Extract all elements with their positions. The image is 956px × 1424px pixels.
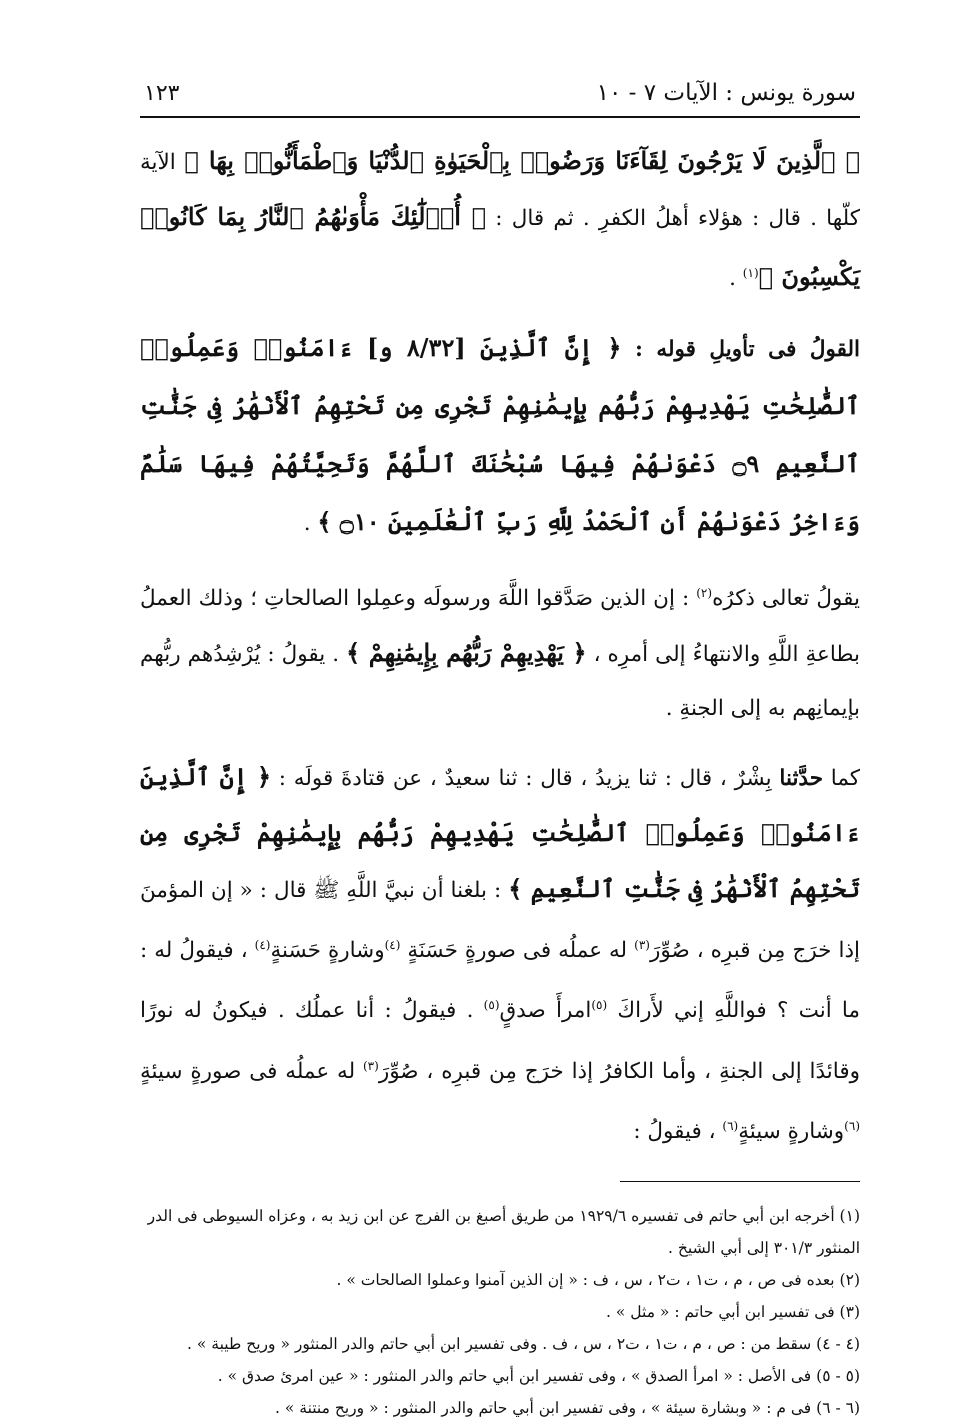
paragraph-text: امرأَ صدقٍ [499, 998, 592, 1024]
footnote-marker: (٥) [591, 998, 608, 1013]
footnote-item: (٥ - ٥) فى الأصل : « امرأ الصدق » ، وفى تفسير ابن أبي حاتم والدر المنثور : « عين امرئ صدق » . [217, 1366, 860, 1385]
footnote-marker: (١) [742, 266, 759, 280]
footnote-marker: (٣) [634, 938, 650, 953]
paragraph-text: : إن الذين صَدَّقوا اللَّهَ ورسولَه وعمِلوا الصالحاتِ ؛ وذلك العملُ بطاعةِ اللَّهِ والانتهاءُ إلى أمرِه ، [140, 586, 860, 668]
paragraph-text: له عملُه فى صورةٍ سيئةٍ [140, 1058, 363, 1084]
paragraph-text: ، فيقولُ له : ما أنت ؟ فواللَّهِ إني لأَراكَ [140, 938, 860, 1024]
quran-verse: ﴿ ٱلَّذِينَ لَا يَرْجُونَ لِقَآءَنَا وَرَضُوا۟ بِٱلْحَيَوٰةِ ٱلدُّنْيَا وَٱطْمَأَنُّوا۟ بِهَا ﴾ [184, 146, 860, 175]
paragraph-text: : بلغنا أن نبيَّ اللَّهِ ﷺ قال : « إن المؤمنَ إذا خرَج مِن قبرِه ، صُوِّرَ [140, 878, 860, 964]
paragraph-text: . [303, 511, 318, 537]
page-number: ١٢٣ [144, 80, 180, 106]
footnote-marker: (٤) [254, 938, 271, 953]
paragraph-4 [140, 750, 860, 1159]
page-header [140, 70, 860, 118]
footnote-marker: (٦) [844, 1118, 860, 1133]
section-heading: القولُ فى تأويلِ قوله : [621, 337, 861, 363]
paragraph-3 [140, 566, 860, 736]
paragraph-text: كما [823, 766, 860, 792]
footnotes [140, 1200, 860, 1424]
book-page [140, 70, 860, 1424]
paragraph-text: . فيقولُ : أنا عملُك . فيكونُ له نورًا وقائدًا إلى الجنةِ ، وأما الكافرُ إذا خرَج مِن قبرِه ، صُوِّرَ [140, 998, 860, 1084]
paragraph-text: الآية كلّها . قال : هؤلاء أهلُ الكفرِ . ثم قال : [140, 150, 860, 231]
footnote-item: (٦ - ٦) فى م : « وبشارة سيئة » ، وفى تفسير ابن أبي حاتم والدر المنثور : « وريح منتنة » . [275, 1398, 860, 1417]
paragraph-text: وشارةٍ سيئةٍ [738, 1118, 845, 1144]
paragraph-text: له عملُه فى صورةٍ حَسَنَةٍ [400, 938, 635, 964]
footnote-marker: (٤) [384, 938, 401, 953]
paragraph-1 [140, 134, 860, 306]
paragraph-text: يقولُ تعالى ذكرُه [712, 586, 860, 612]
quran-verse: ﴿ إِنَّ ٱلَّذِينَ ءَامَنُوا۟ وَعَمِلُوا۟ ٱلصَّٰلِحَٰتِ يَهْدِيهِمْ رَبُّهُم بِإِيمَٰنِهِمْ تَجْرِى مِن تَحْتِهِمُ ٱلْأَنْهَٰرُ فِى جَنَّٰتِ ٱلنَّعِيمِ ﴾ [140, 762, 860, 904]
paragraph-text: . يقولُ : يُرْشِدُهم ربُّهم بإيمانِهم به إلى الجنةِ . [140, 642, 860, 722]
footnote-marker: (٥) [483, 998, 500, 1013]
footnote-item: (٢) بعده فى ص ، م ، ت١ ، ت٢ ، س ، ف : « إن الذين آمنوا وعملوا الصالحات » . [336, 1270, 860, 1289]
quran-verse: ﴿ يَهْدِيهِمْ رَبُّهُم بِإِيمَٰنِهِمْ ﴾ [346, 638, 587, 668]
footnote-item: (١) أخرجه ابن أبي حاتم فى تفسيره ١٩٢٩/٦ من طريق أصبغ بن الفرج عن ابن زيد به ، وعزاه السيوطى فى الدر المنثور ٣٠١/٣ إلى أبي الشيخ . [147, 1206, 860, 1257]
narration-keyword: حدَّثنا [779, 766, 824, 792]
paragraph-2 [140, 320, 860, 552]
footnote-divider [620, 1181, 860, 1182]
quran-verse: ﴿ إِنَّ ٱلَّذِينَ [٨/٣٢ و] ءَامَنُوا۟ وَعَمِلُوا۟ ٱلصَّٰلِحَٰتِ يَهْدِيهِمْ رَبُّهُم بِإِيمَٰنِهِمْ تَجْرِى مِن تَحْتِهِمُ ٱلْأَنْهَٰرُ فِى جَنَّٰتِ ٱلنَّعِيمِ ۝٩ دَعْوَىٰهُمْ فِيهَا سُبْحَٰنَكَ ٱللَّهُمَّ وَتَحِيَّتُهُمْ فِيهَا سَلَٰمٌ وَءَاخِرُ دَعْوَىٰهُمْ أَنِ ٱلْحَمْدُ لِلَّهِ رَبِّ ٱلْعَٰلَمِينَ ۝١٠ ﴾ [140, 333, 860, 537]
running-title: سورة يونس : الآيات ٧ - ١٠ [596, 80, 856, 106]
paragraph-text: بِشْرٌ ، قال : ثنا يزيدُ ، قال : ثنا سعيدٌ ، عن قتادةَ قولَه : [271, 766, 780, 792]
footnote-marker: (٢) [696, 586, 713, 601]
quran-verse: ﴿ أُو۟لَٰٓئِكَ مَأْوَىٰهُمُ ٱلنَّارُ بِمَا كَانُوا۟ يَكْسِبُونَ ﴾ [140, 202, 860, 292]
paragraph-text: . [729, 266, 743, 292]
footnote-marker: (٦) [722, 1118, 739, 1133]
paragraph-text: وشارةٍ حَسَنةٍ [270, 938, 385, 964]
main-text [140, 134, 860, 1159]
footnote-item: (٤ - ٤) سقط من : ص ، م ، ت١ ، ت٢ ، س ، ف . وفى تفسير ابن أبي حاتم والدر المنثور « وريح طيبة » . [187, 1334, 860, 1353]
footnote-marker: (٣) [362, 1058, 379, 1073]
paragraph-text: ، فيقولُ : [633, 1118, 723, 1144]
footnote-item: (٣) فى تفسير ابن أبي حاتم : « مثل » . [606, 1302, 860, 1321]
